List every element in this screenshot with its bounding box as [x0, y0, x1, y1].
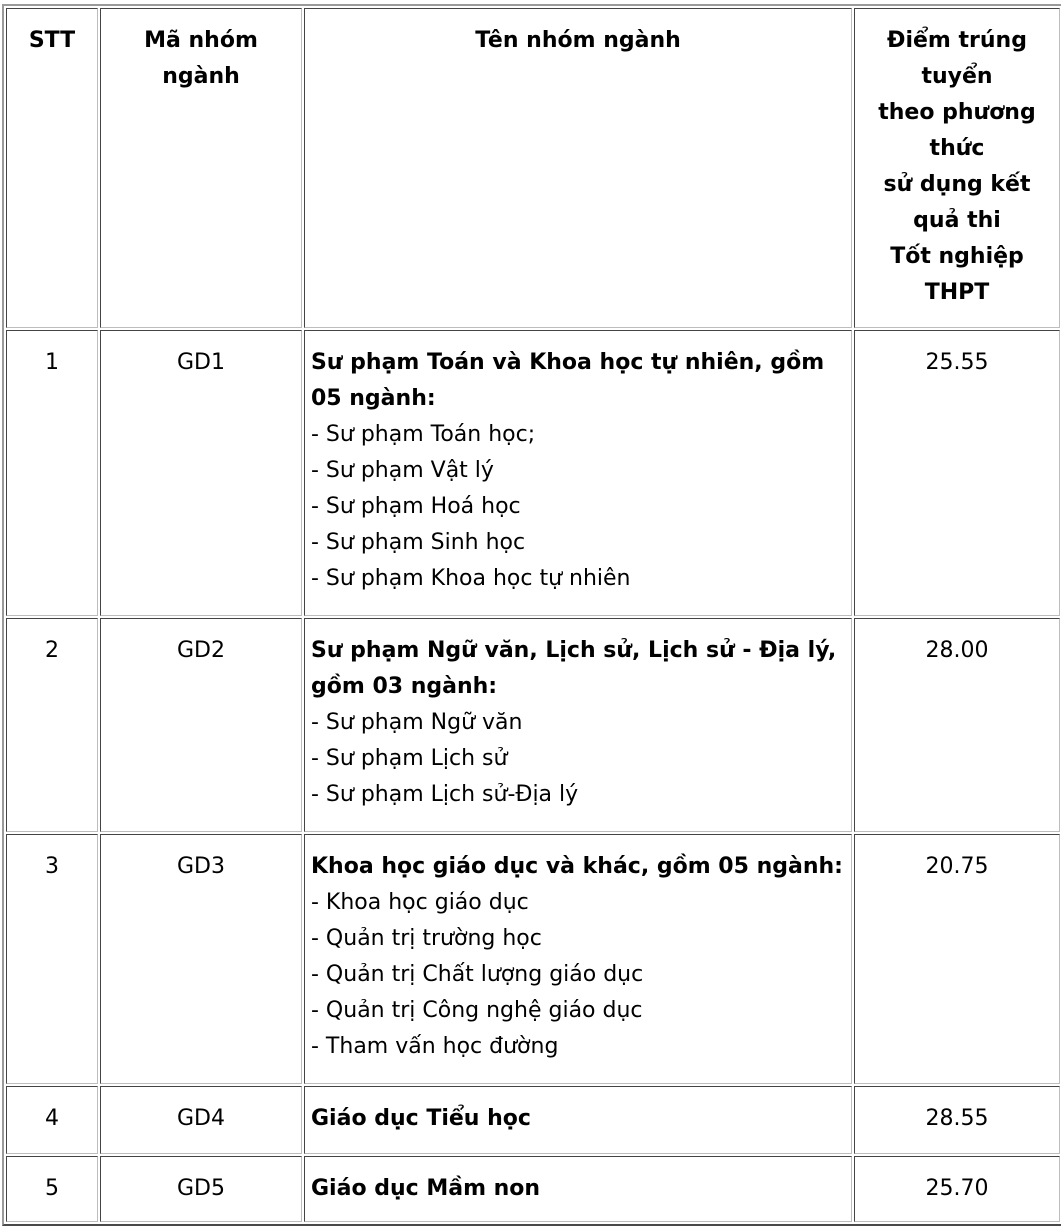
- row-group-code: GD1: [100, 330, 302, 616]
- header-score-line: sử dụng kết: [883, 172, 1031, 197]
- major-item: - Sư phạm Hoá học: [311, 494, 521, 519]
- table-row: [6, 834, 1060, 1084]
- header-group-name: Tên nhóm ngành: [304, 8, 852, 328]
- row-stt: 3: [6, 834, 98, 1084]
- major-item: - Sư phạm Vật lý: [311, 458, 494, 483]
- row-score: 25.55: [854, 330, 1060, 616]
- major-item: - Quản trị trường học: [311, 926, 542, 951]
- row-score: 20.75: [854, 834, 1060, 1084]
- header-stt: STT: [6, 8, 98, 328]
- row-group-code: GD4: [100, 1086, 302, 1154]
- row-group-name: [304, 1156, 852, 1222]
- header-score: [854, 8, 1060, 328]
- header-score-line: thức: [929, 136, 985, 161]
- row-group-name: [304, 1086, 852, 1154]
- row-stt: 1: [6, 330, 98, 616]
- row-stt: 5: [6, 1156, 98, 1222]
- row-score: 28.00: [854, 618, 1060, 832]
- major-item: - Sư phạm Sinh học: [311, 530, 526, 555]
- major-item: - Sư phạm Lịch sử-Địa lý: [311, 782, 579, 807]
- header-score-line: quả thi: [913, 208, 1001, 233]
- major-item: - Sư phạm Ngữ văn: [311, 710, 523, 735]
- group-title: Giáo dục Tiểu học: [311, 1106, 531, 1131]
- header-score-line: Tốt nghiệp: [890, 244, 1024, 269]
- admission-score-table: [2, 4, 1061, 1226]
- group-title: Sư phạm Ngữ văn, Lịch sử, Lịch sử - Địa lý, gồm 03 ngành:: [311, 638, 837, 699]
- header-score-line: theo phương: [878, 100, 1036, 125]
- header-score-line: tuyển: [921, 64, 993, 89]
- table-row: [6, 1086, 1060, 1154]
- major-item: - Khoa học giáo dục: [311, 890, 529, 915]
- row-group-code: GD5: [100, 1156, 302, 1222]
- header-row: [6, 8, 1060, 328]
- table-row: [6, 1156, 1060, 1222]
- header-group-code: Mã nhóm ngành: [100, 8, 302, 328]
- row-score: 28.55: [854, 1086, 1060, 1154]
- row-group-code: GD2: [100, 618, 302, 832]
- group-title: Khoa học giáo dục và khác, gồm 05 ngành:: [311, 854, 843, 879]
- row-score: 25.70: [854, 1156, 1060, 1222]
- row-group-name: [304, 330, 852, 616]
- major-item: - Sư phạm Lịch sử: [311, 746, 508, 771]
- row-group-code: GD3: [100, 834, 302, 1084]
- major-item: - Quản trị Chất lượng giáo dục: [311, 962, 644, 987]
- header-score-line: THPT: [924, 280, 990, 305]
- row-stt: 2: [6, 618, 98, 832]
- group-title: Sư phạm Toán và Khoa học tự nhiên, gồm 05 ngành:: [311, 350, 825, 411]
- group-title: Giáo dục Mầm non: [311, 1176, 541, 1201]
- row-group-name: [304, 834, 852, 1084]
- table-row: [6, 330, 1060, 616]
- row-group-name: [304, 618, 852, 832]
- major-item: - Tham vấn học đường: [311, 1034, 559, 1059]
- row-stt: 4: [6, 1086, 98, 1154]
- major-item: - Sư phạm Khoa học tự nhiên: [311, 566, 631, 591]
- major-item: - Quản trị Công nghệ giáo dục: [311, 998, 643, 1023]
- major-item: - Sư phạm Toán học;: [311, 422, 536, 447]
- table-row: [6, 618, 1060, 832]
- header-score-line: Điểm trúng: [887, 28, 1027, 53]
